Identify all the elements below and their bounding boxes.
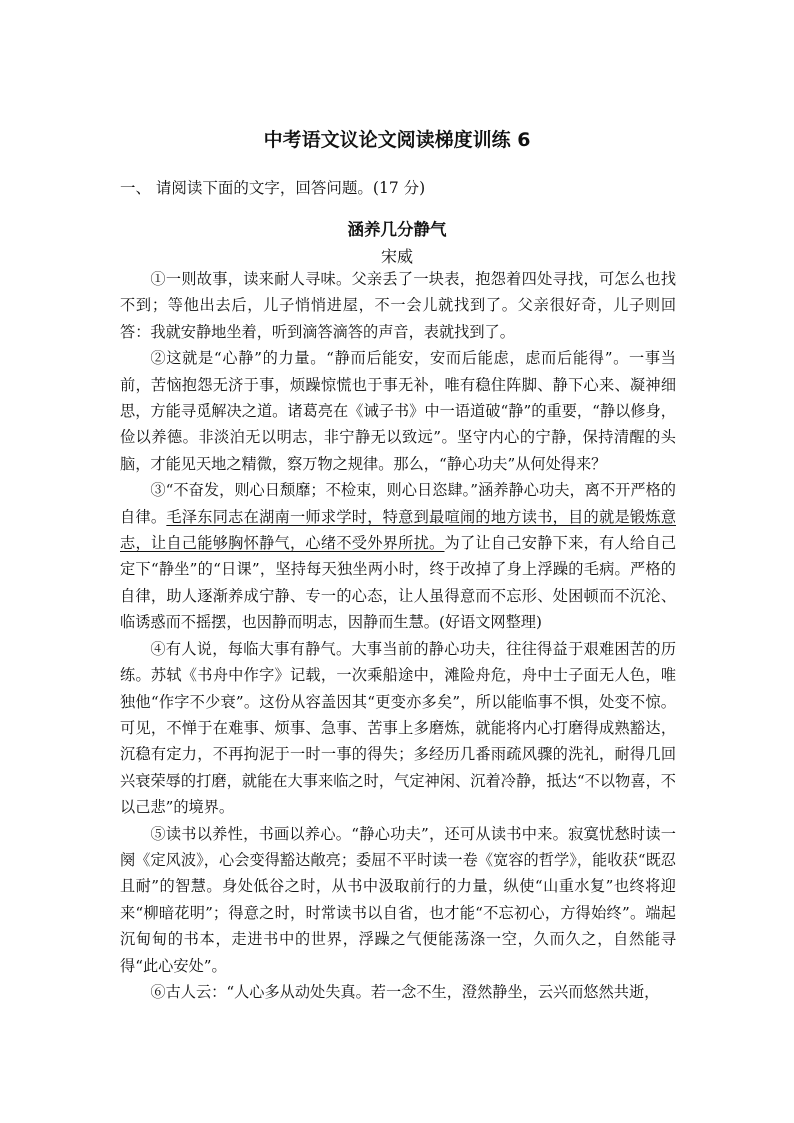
document-title: 中考语文议论文阅读梯度训练 6 <box>263 129 531 151</box>
paragraph-4: ④有人说，每临大事有静气。大事当前的静心功夫，往往得益于艰难困苦的历练。苏轼《书舟中作字》记载，一次乘船途中，滩险舟危，舟中士子面无人色，唯独他“作字不少衰”。这份从容盖因其“更变亦多矣”，所以能临事不惧，处变不惊。可见，不惮于在难事、烦事、急事、苦事上多磨炼，就能将内心打磨得成熟豁达，沉稳有定力，不再拘泥于一时一事的得失；多经历几番雨疏风骤的洗礼，耐得几回兴衰荣辱的打磨，就能在大事来临之时，气定神闲、沉着冷静，抵达“不以物喜，不以己悲”的境界。 <box>120 639 676 817</box>
article-title: 涵养几分静气 <box>347 220 447 239</box>
question-instruction: 一、 请阅读下面的文字，回答问题。(17 分) <box>120 179 426 197</box>
article-body <box>120 266 676 1005</box>
paragraph-1: ①一则故事，读来耐人寻味。父亲丢了一块表，抱怨着四处寻找，可怎么也找不到；等他出去后，儿子悄悄进屋，不一会儿就找到了。父亲很好奇，儿子则回答：我就安静地坐着，听到滴答滴答的声音，表就找到了。 <box>120 270 676 341</box>
underlined-sentence: 毛泽东同志在湖南一师求学时，特意到最喧闹的地方读书，目的就是锻炼意志，让自己能够胸怀静气，心绪不受外界所扰。 <box>120 507 677 553</box>
article-author: 宋威 <box>380 247 413 266</box>
paragraph-3-rest: 为了让自己安静下来，有人给自己定下“静坐”的“日课”，坚持每天独坐两小时，终于改掉了身上浮躁的毛病。严格的自律，助人逐渐养成宁静、专一的心态，让人虽得意而不忘形、处困顿而不沉沦、临诱惑而不摇摆，也因静而明志，因静而生慧。(好语文网整理) <box>120 534 677 632</box>
paragraph-5: ⑤读书以养性，书画以养心。“静心功夫”，还可从读书中来。寂寞忧愁时读一阕《定风波》，心会变得豁达敞亮；委屈不平时读一卷《宽容的哲学》，能收获“既忍且耐”的智慧。身处低谷之时，从书中汲取前行的力量，纵使“山重水复”也终将迎来“柳暗花明”；得意之时，时常读书以自省，也才能“不忘初心，方得始终”。端起沉甸甸的书本，走进书中的世界，浮躁之气便能荡涤一空，久而久之，自然能寻得“此心安处”。 <box>120 824 676 975</box>
paragraph-3-intro: ③“不奋发，则心日颓靡；不检束，则心日恣肆。”涵养静心功夫，离不开严格的自律。 <box>120 481 676 526</box>
paragraph-3 <box>120 477 676 635</box>
paragraph-2: ②这就是“心静”的力量。“静而后能安，安而后能虑，虑而后能得”。一事当前，苦恼抱怨无济于事，烦躁惊慌也于事无补，唯有稳住阵脚、静下心来、凝神细思，方能寻觅解决之道。诸葛亮在《诫子书》中一语道破“静”的重要，“静以修身，俭以养德。非淡泊无以明志，非宁静无以致远”。坚守内心的宁静，保持清醒的头脑，才能见天地之精微，察万物之规律。那么，“静心功夫”从何处得来？ <box>120 349 676 473</box>
paragraph-6: ⑥古人云：“人心多从动处失真。若一念不生，澄然静坐，云兴而悠然共逝， <box>150 982 660 1001</box>
